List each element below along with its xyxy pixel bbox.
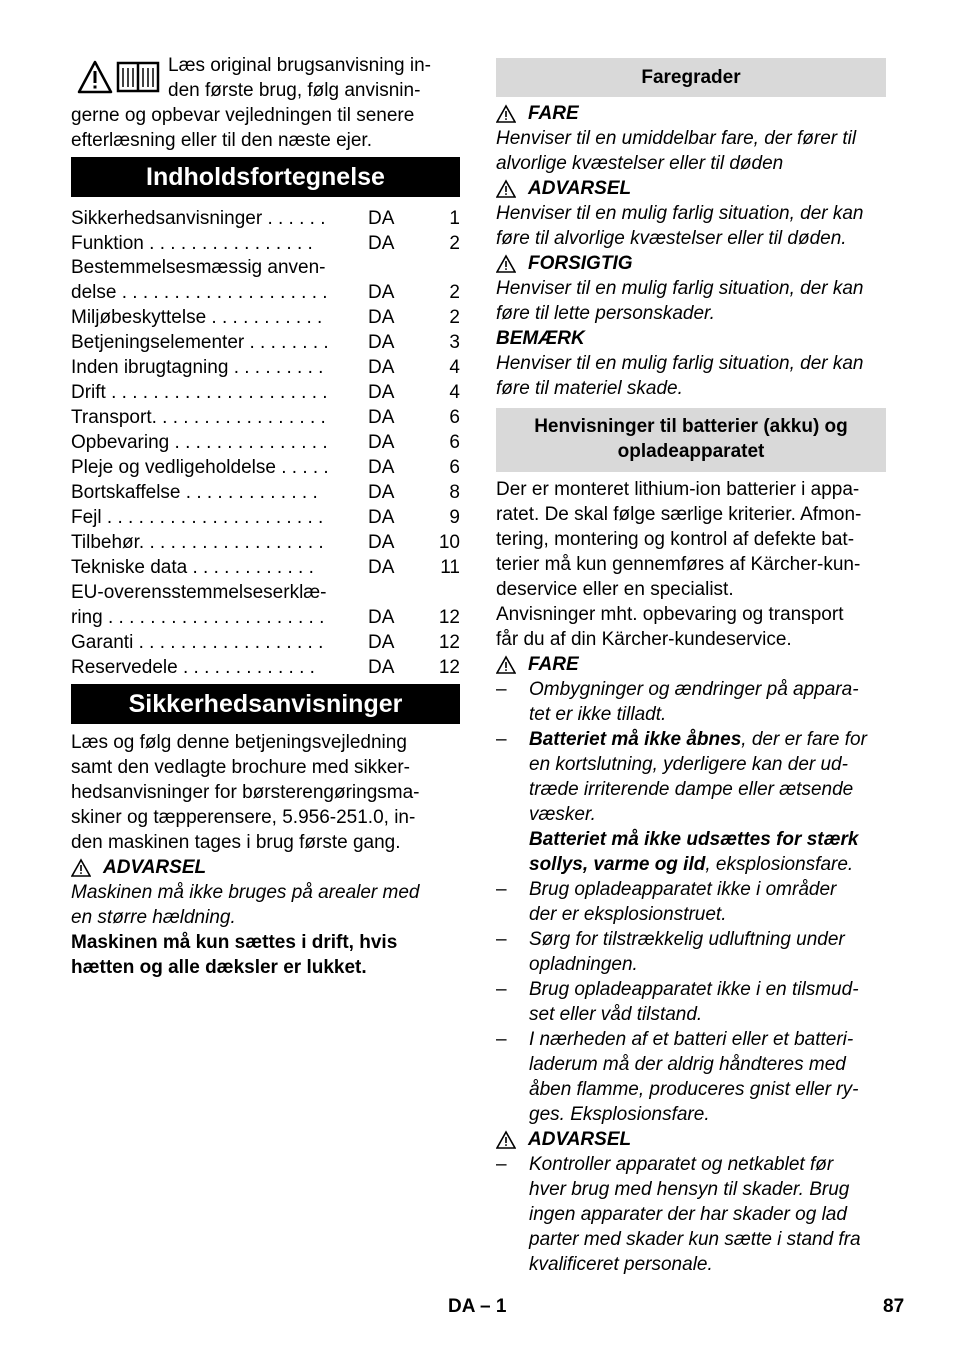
toc-row[interactable] <box>71 455 460 480</box>
list-dash: – <box>496 679 507 700</box>
toc-title: EU-overensstemmelseserklæ- <box>71 582 327 603</box>
toc-lang: DA <box>368 407 395 428</box>
battery-para-line: Der er monteret lithium-ion batterier i appa- <box>496 479 860 500</box>
battery-heading-line: opladeapparatet <box>617 441 765 462</box>
fare-text: Henviser til en umiddelbar fare, der fører til <box>496 128 857 149</box>
toc-lang: DA <box>368 382 395 403</box>
toc-list <box>71 206 460 680</box>
toc-lang: DA <box>368 507 395 528</box>
safety-para-line: den maskinen tages i brug første gang. <box>71 832 401 853</box>
toc-page: 6 <box>449 407 460 428</box>
toc-title: Sikkerhedsanvisninger . . . . . . <box>71 208 326 229</box>
forsigtig-text: føre til lette personskader. <box>496 303 715 324</box>
list-dash: – <box>496 929 507 950</box>
footer-section-label: DA – 1 <box>448 1296 507 1317</box>
intro-line-2: den første brug, følg anvisnin- <box>168 80 421 101</box>
list-dash: – <box>496 879 507 900</box>
battery-fare-label <box>496 652 886 677</box>
safety-para-line: hedsanvisninger for børsterengøringsma- <box>71 782 420 803</box>
list-item <box>496 1152 886 1277</box>
list-item-line: Brug opladeapparatet ikke i områder <box>529 879 837 900</box>
list-item-line: parter med skader kun sætte i stand fra <box>529 1229 861 1250</box>
toc-title: ring . . . . . . . . . . . . . . . . . . . . . <box>71 607 325 628</box>
list-item-line: Brug opladeapparatet ikke i en tilsmud- <box>529 979 859 1000</box>
toc-title: Garanti . . . . . . . . . . . . . . . . . . <box>71 632 324 653</box>
safety-bold-text: Maskinen må kun sættes i drift, hvis <box>71 932 398 953</box>
list-item-line: træde irriterende dampe eller ætsende <box>529 779 854 800</box>
toc-title: Pleje og vedligeholdelse . . . . . <box>71 457 329 478</box>
list-item-line <box>529 852 886 877</box>
battery-para-line: ratet. De skal følge særlige kriterier. Afmon- <box>496 504 862 525</box>
intro-block <box>71 53 460 153</box>
toc-page: 10 <box>438 532 460 553</box>
toc-row[interactable] <box>71 480 460 505</box>
toc-page: 3 <box>449 332 460 353</box>
toc-row[interactable] <box>71 330 460 355</box>
list-item-line: ges. Eksplosionsfare. <box>529 1104 710 1125</box>
toc-title: Betjeningselementer . . . . . . . . <box>71 332 329 353</box>
warning-triangle-icon <box>71 858 91 878</box>
intro-line-1: Læs original brugsanvisning in- <box>168 55 431 76</box>
safety-para-line: skiner og tæpperensere, 5.956-251.0, in- <box>71 807 416 828</box>
intro-line-3: gerne og opbevar vejledningen til senere <box>71 105 415 126</box>
forsigtig-label-text: FORSIGTIG <box>528 253 633 274</box>
toc-lang: DA <box>368 657 395 678</box>
warning-triangle-icon <box>496 1130 516 1150</box>
toc-row[interactable] <box>71 630 460 655</box>
toc-page <box>420 580 460 605</box>
toc-lang: DA <box>368 557 395 578</box>
toc-lang: DA <box>368 282 395 303</box>
toc-title: Reservedele . . . . . . . . . . . . . <box>71 657 315 678</box>
advarsel-text: føre til alvorlige kvæstelser eller til døden. <box>496 228 847 249</box>
toc-title: Fejl . . . . . . . . . . . . . . . . . . . . . <box>71 507 324 528</box>
bemaerk-text: føre til materiel skade. <box>496 378 683 399</box>
manual-book-icon <box>116 59 160 95</box>
toc-page: 9 <box>449 507 460 528</box>
forsigtig-label <box>496 251 886 276</box>
toc-page: 8 <box>449 482 460 503</box>
list-item <box>496 927 886 977</box>
list-item-line <box>529 727 886 752</box>
list-item-line: åben flamme, produceres gnist eller ry- <box>529 1079 859 1100</box>
toc-page: 2 <box>449 282 460 303</box>
toc-title: Transport. . . . . . . . . . . . . . . . . <box>71 407 326 428</box>
toc-row[interactable] <box>71 206 460 231</box>
advarsel-label-text: ADVARSEL <box>528 178 632 199</box>
toc-row[interactable] <box>71 280 460 305</box>
list-item-line: set eller våd tilstand. <box>529 1004 703 1025</box>
toc-lang: DA <box>368 332 395 353</box>
list-item-line: Sørg for tilstrækkelig udluftning under <box>529 929 845 950</box>
list-item-bold: Batteriet må ikke åbnes <box>529 729 742 750</box>
list-dash: – <box>496 729 507 750</box>
list-item-line: tet er ikke tilladt. <box>529 704 667 725</box>
warning-triangle-icon <box>77 60 113 94</box>
list-item-line: Ombygninger og ændringer på appara- <box>529 679 859 700</box>
warning-triangle-icon <box>496 179 516 199</box>
bemaerk-text: Henviser til en mulig farlig situation, der kan <box>496 353 864 374</box>
footer-page-number: 87 <box>883 1296 905 1317</box>
toc-lang: DA <box>368 357 395 378</box>
toc-page: 4 <box>449 357 460 378</box>
battery-body <box>496 477 886 1277</box>
list-item-line: hver brug med hensyn til skader. Brug <box>529 1179 850 1200</box>
warning-triangle-icon <box>496 655 516 675</box>
list-item <box>496 1027 886 1127</box>
toc-row[interactable] <box>71 605 460 630</box>
toc-row[interactable] <box>71 231 460 256</box>
list-dash: – <box>496 1154 507 1175</box>
advarsel-label <box>496 176 886 201</box>
toc-row[interactable] <box>71 580 460 605</box>
safety-para-line: Læs og følg denne betjeningsvejledning <box>71 732 407 753</box>
toc-title: Tekniske data . . . . . . . . . . . . <box>71 557 314 578</box>
battery-para-line: tering, montering og kontrol af defekte bat- <box>496 529 855 550</box>
list-item <box>496 727 886 877</box>
toc-title: Drift . . . . . . . . . . . . . . . . . . . . . <box>71 382 328 403</box>
fare-text: alvorlige kvæstelser eller til døden <box>496 153 784 174</box>
toc-page: 1 <box>449 208 460 229</box>
list-dash: – <box>496 1029 507 1050</box>
toc-lang: DA <box>368 532 395 553</box>
toc-title: Bestemmelsesmæssig anven- <box>71 257 326 278</box>
toc-title: Bortskaffelse . . . . . . . . . . . . . <box>71 482 318 503</box>
fare-label-text: FARE <box>528 654 579 675</box>
toc-page: 12 <box>438 607 460 628</box>
battery-para-line: deservice eller en specialist. <box>496 579 734 600</box>
list-item-line: ingen apparater der har skader og lad <box>529 1204 847 1225</box>
warning-triangle-icon <box>496 254 516 274</box>
list-item-line: der er eksplosionstruet. <box>529 904 727 925</box>
toc-page: 12 <box>438 657 460 678</box>
toc-lang: DA <box>368 457 395 478</box>
toc-row[interactable] <box>71 505 460 530</box>
list-dash: – <box>496 979 507 1000</box>
list-item-line: opladningen. <box>529 954 638 975</box>
toc-row[interactable] <box>71 555 460 580</box>
toc-page: 6 <box>449 432 460 453</box>
list-item-line: laderum må der aldrig håndteres med <box>529 1054 846 1075</box>
fare-label <box>496 101 886 126</box>
safety-warning-text: en større hældning. <box>71 907 236 928</box>
list-item-bold: sollys, varme og ild <box>529 854 706 875</box>
toc-title: Funktion . . . . . . . . . . . . . . . . <box>71 233 313 254</box>
list-item-line: en kortslutning, yderligere kan der ud- <box>529 754 848 775</box>
safety-para-line: samt den vedlagte brochure med sikker- <box>71 757 410 778</box>
advarsel-label-text: ADVARSEL <box>528 1129 632 1150</box>
toc-lang: DA <box>368 607 395 628</box>
toc-page: 2 <box>449 307 460 328</box>
battery-para-line: får du af din Kärcher-kundeservice. <box>496 629 792 650</box>
toc-title: Miljøbeskyttelse . . . . . . . . . . . <box>71 307 323 328</box>
list-item-line: kvalificeret personale. <box>529 1254 713 1275</box>
toc-row[interactable] <box>71 530 460 555</box>
toc-page: 4 <box>449 382 460 403</box>
toc-page: 11 <box>440 557 460 578</box>
battery-heading <box>496 408 886 472</box>
hazard-body <box>496 101 886 401</box>
battery-advarsel-label <box>496 1127 886 1152</box>
toc-title: delse . . . . . . . . . . . . . . . . . . . . <box>71 282 328 303</box>
safety-body <box>71 730 460 980</box>
toc-heading: Indholdsfortegnelse <box>71 157 460 197</box>
toc-row[interactable] <box>71 305 460 330</box>
list-item-line: væsker. <box>529 804 596 825</box>
safety-warning-label <box>71 855 460 880</box>
battery-para-line: Anvisninger mht. opbevaring og transport <box>496 604 844 625</box>
hazard-heading: Faregrader <box>496 58 886 97</box>
toc-page: 12 <box>438 632 460 653</box>
list-item <box>496 677 886 727</box>
safety-bold-text: hætten og alle dæksler er lukket. <box>71 957 367 978</box>
fare-label-text: FARE <box>528 103 579 124</box>
toc-lang: DA <box>368 208 395 229</box>
toc-title: Opbevaring . . . . . . . . . . . . . . . <box>71 432 328 453</box>
list-item-rest: , eksplosionsfare. <box>705 854 854 875</box>
warning-label-text: ADVARSEL <box>103 857 207 878</box>
intro-line-4: efterlæsning eller til den næste ejer. <box>71 130 372 151</box>
list-item <box>496 977 886 1027</box>
toc-row[interactable] <box>71 655 460 680</box>
list-item-rest: , der er fare for <box>741 729 867 750</box>
bemaerk-label: BEMÆRK <box>496 328 585 349</box>
list-item-line: Kontroller apparatet og netkablet før <box>529 1154 834 1175</box>
toc-lang: DA <box>368 432 395 453</box>
toc-row[interactable] <box>71 380 460 405</box>
toc-row[interactable] <box>71 430 460 455</box>
toc-page: 2 <box>449 233 460 254</box>
toc-title: Inden ibrugtagning . . . . . . . . . <box>71 357 324 378</box>
toc-title: Tilbehør. . . . . . . . . . . . . . . . . . <box>71 532 324 553</box>
toc-page <box>420 255 460 280</box>
warning-triangle-icon <box>496 104 516 124</box>
safety-warning-text: Maskinen må ikke bruges på arealer med <box>71 882 420 903</box>
list-item-line: I nærheden af et batteri eller et batteri- <box>529 1029 854 1050</box>
forsigtig-text: Henviser til en mulig farlig situation, der kan <box>496 278 864 299</box>
toc-lang: DA <box>368 482 395 503</box>
toc-page: 6 <box>449 457 460 478</box>
toc-row[interactable] <box>71 355 460 380</box>
toc-row[interactable] <box>71 405 460 430</box>
toc-lang: DA <box>368 233 395 254</box>
battery-para-line: terier må kun gennemføres af Kärcher-kun- <box>496 554 861 575</box>
list-item-line: Batteriet må ikke udsættes for stærk <box>529 829 859 850</box>
safety-heading: Sikkerhedsanvisninger <box>71 684 460 724</box>
list-item <box>496 877 886 927</box>
battery-heading-line: Henvisninger til batterier (akku) og <box>534 416 848 437</box>
advarsel-text: Henviser til en mulig farlig situation, der kan <box>496 203 864 224</box>
toc-lang: DA <box>368 307 395 328</box>
toc-lang: DA <box>368 632 395 653</box>
toc-row[interactable] <box>71 255 460 280</box>
